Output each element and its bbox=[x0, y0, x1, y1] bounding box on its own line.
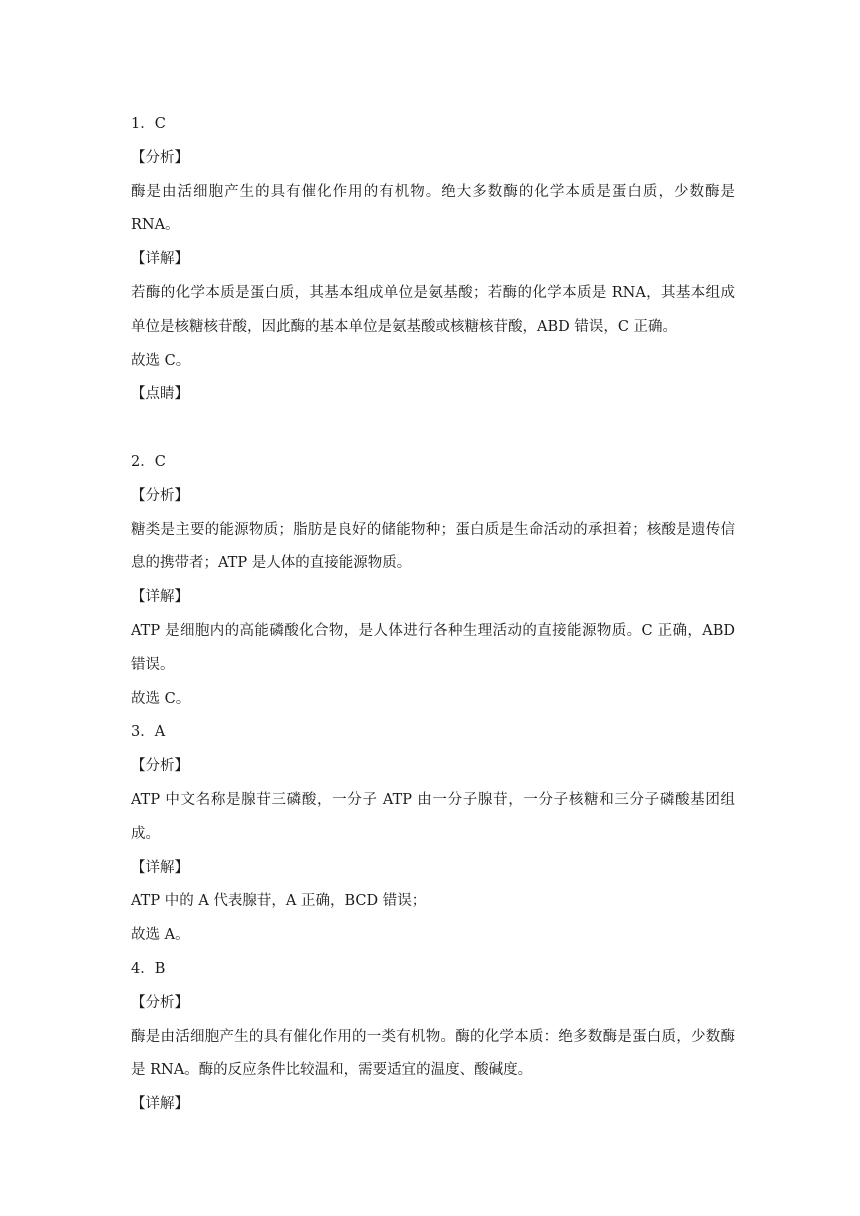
answer-conclusion: 故选 C。 bbox=[131, 352, 191, 369]
detail-text: ATP 中的 A 代表腺苷，A 正确，BCD 错误； bbox=[131, 893, 427, 910]
question-number: 3．A bbox=[131, 724, 166, 741]
answer-conclusion: 故选 C。 bbox=[131, 690, 191, 707]
answer-conclusion: 故选 A。 bbox=[131, 927, 190, 944]
question-number: 4．B bbox=[131, 960, 166, 977]
blank-line bbox=[131, 412, 735, 446]
section-heading-analysis: 【分析】 bbox=[131, 994, 189, 1011]
analysis-text: 酶是由活细胞产生的具有催化作用的一类有机物。酶的化学本质：绝多数酶是蛋白质，少数酶是 RNA。酶的反应条件比较温和，需要适宜的温度、酸碱度。 bbox=[131, 1028, 735, 1079]
analysis-text: 酶是由活细胞产生的具有催化作用的有机物。绝大多数酶的化学本质是蛋白质，少数酶是RNA。 bbox=[131, 183, 735, 234]
section-heading-detail: 【详解】 bbox=[131, 589, 189, 606]
section-heading-analysis: 【分析】 bbox=[131, 758, 189, 775]
section-heading-detail: 【详解】 bbox=[131, 859, 189, 876]
question-number: 1．C bbox=[131, 116, 166, 132]
answer-content bbox=[131, 108, 735, 1122]
question-number: 2．C bbox=[131, 453, 166, 470]
detail-text: ATP 是细胞内的高能磷酸化合物，是人体进行各种生理活动的直接能源物质。C 正确，ABD错误。 bbox=[131, 622, 735, 673]
section-heading-comment: 【点睛】 bbox=[131, 386, 189, 403]
section-heading-analysis: 【分析】 bbox=[131, 149, 189, 166]
section-heading-analysis: 【分析】 bbox=[131, 487, 189, 504]
analysis-text: 糖类是主要的能源物质；脂肪是良好的储能物种；蛋白质是生命活动的承担着；核酸是遗传信息的携带者；ATP 是人体的直接能源物质。 bbox=[131, 521, 735, 572]
section-heading-detail: 【详解】 bbox=[131, 251, 189, 268]
analysis-text: ATP 中文名称是腺苷三磷酸，一分子 ATP 由一分子腺苷，一分子核糖和三分子磷酸基团组成。 bbox=[131, 791, 735, 842]
detail-text: 若酶的化学本质是蛋白质，其基本组成单位是氨基酸；若酶的化学本质是 RNA，其基本组成单位是核糖核苷酸，因此酶的基本单位是氨基酸或核糖核苷酸，ABD 错误，C 正确。 bbox=[131, 284, 735, 335]
section-heading-detail: 【详解】 bbox=[131, 1096, 189, 1113]
